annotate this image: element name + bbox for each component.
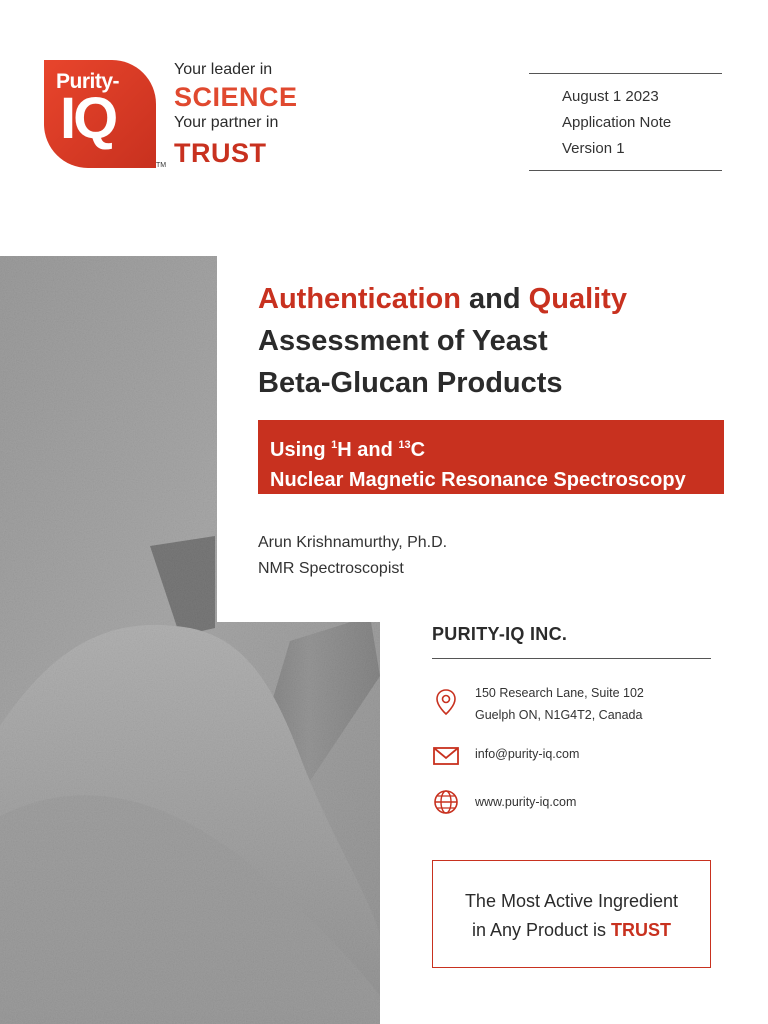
subtitle-line-1 <box>270 430 712 465</box>
company-website[interactable]: www.purity-iq.com <box>475 795 577 809</box>
tagline-line-2-text: in Any Product is <box>471 920 612 940</box>
document-meta <box>529 73 722 171</box>
document-version: Version 1 <box>562 140 625 157</box>
author-role: NMR Spectroscopist <box>258 560 404 577</box>
subtitle-banner <box>258 420 724 494</box>
globe-icon <box>432 788 460 816</box>
company-divider <box>432 658 711 659</box>
document-date: August 1 2023 <box>562 88 659 105</box>
title-line-3: Beta-Glucan Products <box>258 367 563 399</box>
logo-tagline-partner: Your partner in <box>174 114 279 131</box>
title-quality: Quality <box>528 283 627 315</box>
subtitle-sup-1: 1 <box>331 439 338 451</box>
company-address <box>475 682 644 726</box>
location-pin-icon <box>432 688 460 716</box>
address-line-2: Guelph ON, N1G4T2, Canada <box>475 708 643 722</box>
title-and: and <box>461 283 529 315</box>
tagline-line-2 <box>433 916 710 945</box>
company-name: PURITY-IQ INC. <box>432 624 568 644</box>
trademark-mark: TM <box>156 162 167 169</box>
logo-tagline-science: SCIENCE <box>174 82 298 112</box>
logo-tagline-leader: Your leader in <box>174 61 273 78</box>
subtitle-h-and: H and <box>337 439 399 461</box>
tagline-line-1: The Most Active Ingredient <box>464 891 679 911</box>
subtitle-c: C <box>410 439 426 461</box>
tagline-trust: TRUST <box>611 920 672 940</box>
document-type: Application Note <box>562 114 672 131</box>
tagline-box <box>432 860 711 968</box>
logo-badge-text-iq: IQ <box>60 86 116 151</box>
email-icon <box>432 742 460 770</box>
purity-iq-logo <box>44 60 298 175</box>
title-line-2: Assessment of Yeast <box>258 325 548 357</box>
author-name: Arun Krishnamurthy, Ph.D. <box>258 534 448 551</box>
title-authentication: Authentication <box>258 283 461 315</box>
company-email[interactable]: info@purity-iq.com <box>475 747 580 761</box>
logo-badge-text-top: Purity- <box>56 70 120 93</box>
page-title <box>258 278 738 404</box>
subtitle-sup-13: 13 <box>398 439 411 451</box>
subtitle-using: Using <box>270 439 332 461</box>
title-line-1 <box>258 278 738 320</box>
author-block <box>258 530 447 582</box>
subtitle-line-2: Nuclear Magnetic Resonance Spectroscopy <box>270 469 686 491</box>
logo-badge <box>44 60 156 168</box>
logo-tagline-trust: TRUST <box>174 138 267 168</box>
address-line-1: 150 Research Lane, Suite 102 <box>475 686 644 700</box>
